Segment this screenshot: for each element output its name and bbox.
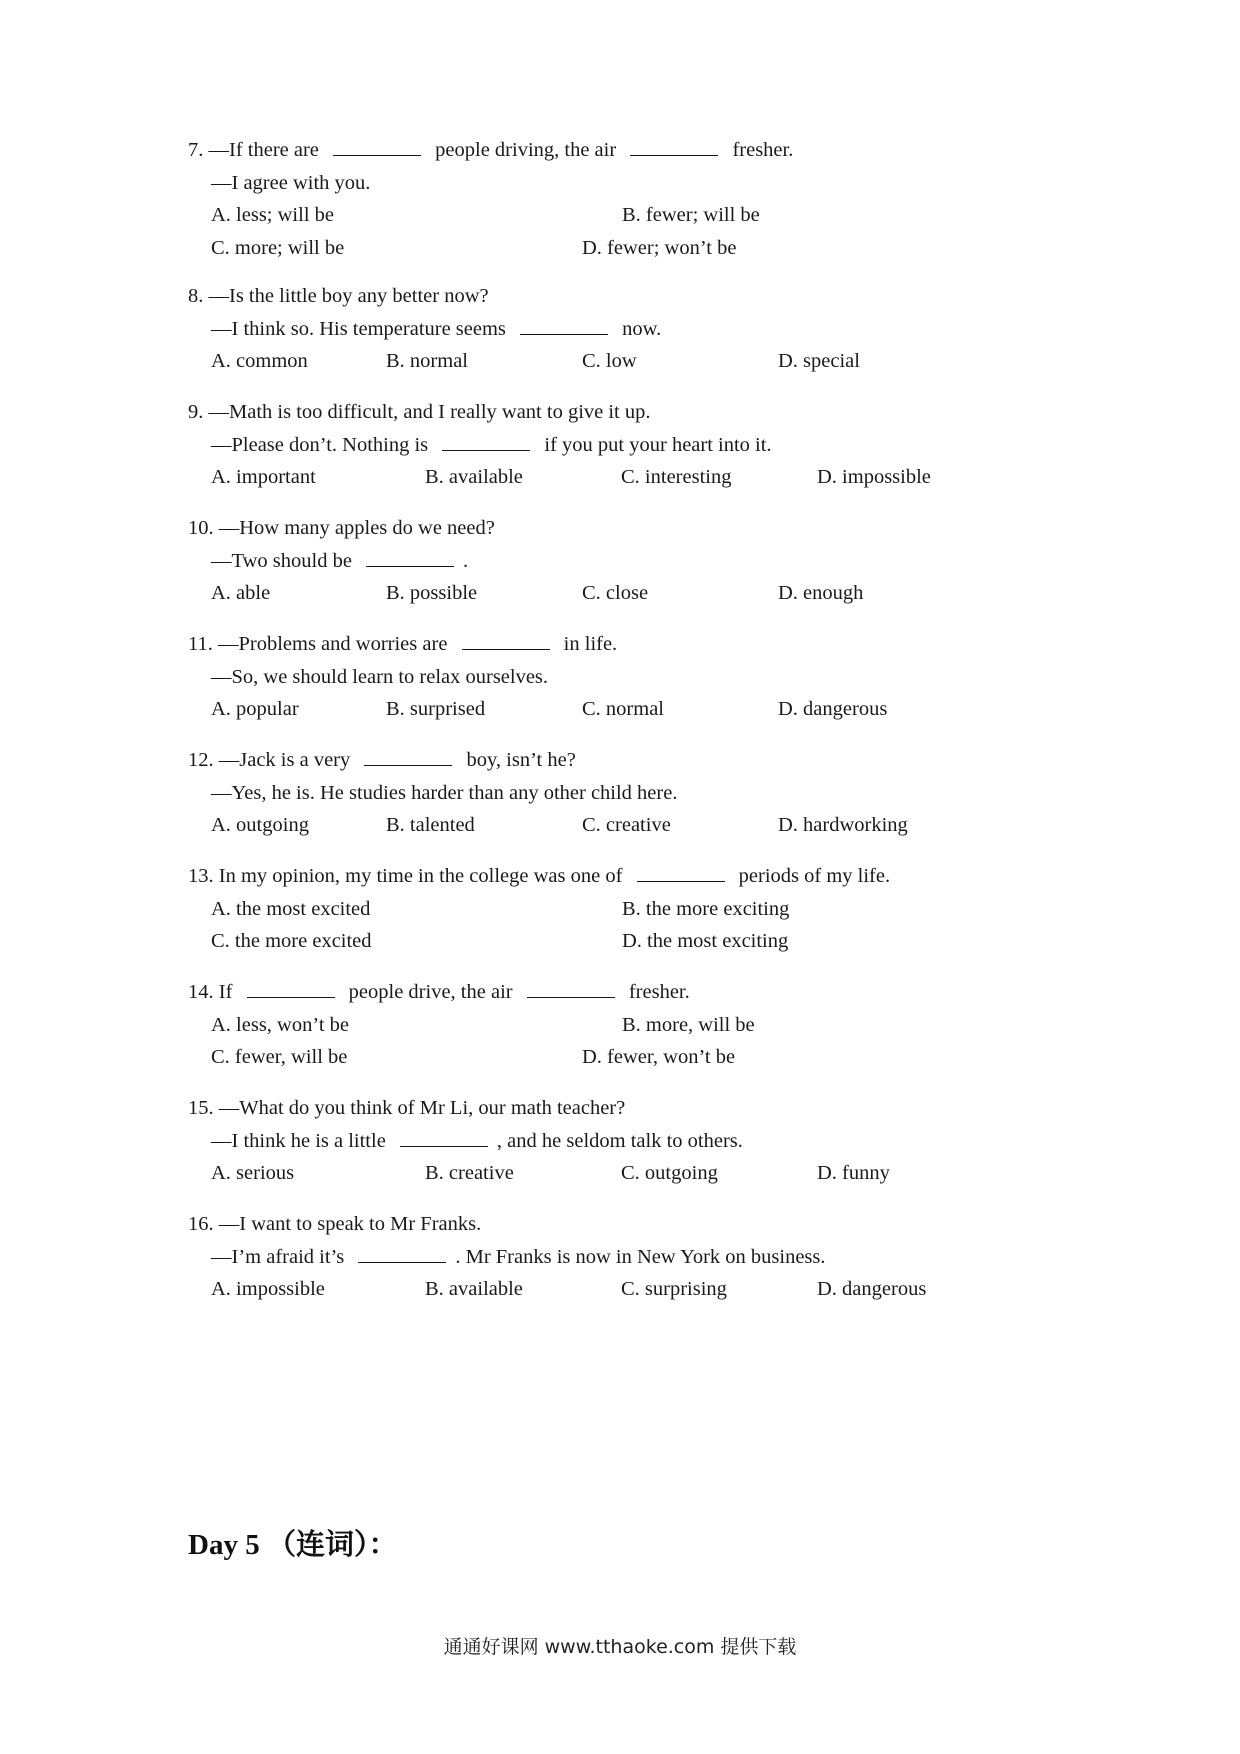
question-reply-text: .: [463, 549, 469, 572]
question-9: [188, 396, 1088, 494]
options-row: [188, 925, 1088, 958]
question-reply-line: [188, 1125, 1088, 1158]
question-stem-text: 9. —Math is too difficult, and I really want to give it up.: [188, 401, 651, 423]
question-13: [188, 860, 1088, 958]
question-reply-text: if you put your heart into it.: [539, 433, 772, 456]
question-stem-line: [188, 860, 1088, 893]
question-10: [188, 512, 1088, 610]
question-stem-text: people drive, the air: [343, 981, 518, 1003]
options-row: [188, 461, 1088, 494]
options-row: [188, 1273, 1088, 1306]
answer-blank[interactable]: [400, 1126, 488, 1147]
options-row: [188, 1041, 1088, 1074]
options-row: [188, 199, 1088, 232]
option-c[interactable]: C. normal: [582, 698, 664, 720]
answer-blank[interactable]: [520, 314, 608, 335]
answer-blank[interactable]: [630, 135, 718, 156]
answer-blank[interactable]: [637, 861, 725, 882]
option-a[interactable]: A. able: [211, 582, 271, 604]
question-reply-text: . Mr Franks is now in New York on business.: [455, 1245, 826, 1268]
option-b[interactable]: B. the more exciting: [622, 897, 790, 920]
option-b[interactable]: B. creative: [425, 1162, 514, 1184]
option-a[interactable]: A. popular: [211, 698, 299, 720]
option-c[interactable]: C. creative: [582, 814, 671, 836]
question-stem-line: [188, 134, 1088, 167]
question-reply-line: [188, 313, 1088, 346]
question-7: [188, 134, 1088, 264]
question-stem-text: 12. —Jack is a very: [188, 749, 356, 771]
question-reply-line: [188, 545, 1088, 578]
question-stem-line: [188, 976, 1088, 1009]
option-a[interactable]: A. less; will be: [211, 204, 334, 226]
option-c[interactable]: C. outgoing: [621, 1162, 718, 1184]
answer-blank[interactable]: [358, 1242, 446, 1263]
answer-blank[interactable]: [366, 546, 454, 567]
option-d[interactable]: D. fewer, won’t be: [582, 1046, 736, 1068]
question-reply-line: [188, 429, 1088, 462]
option-d[interactable]: D. dangerous: [817, 1278, 927, 1300]
option-c[interactable]: C. interesting: [621, 466, 732, 488]
question-reply-line: [188, 167, 1088, 200]
question-8: [188, 280, 1088, 378]
option-a[interactable]: A. serious: [211, 1162, 295, 1184]
question-reply-text: —I’m afraid it’s: [211, 1245, 350, 1268]
question-reply-text: —I think so. His temperature seems: [211, 317, 512, 340]
question-stem-text: in life.: [558, 633, 618, 655]
question-stem-text: 16. —I want to speak to Mr Franks.: [188, 1213, 482, 1235]
question-12: [188, 744, 1088, 842]
option-a[interactable]: A. the most excited: [211, 897, 371, 920]
question-reply-text: , and he seldom talk to others.: [496, 1129, 743, 1152]
question-reply-line: [188, 777, 1088, 810]
question-stem-text: 8. —Is the little boy any better now?: [188, 285, 489, 307]
question-15: [188, 1092, 1088, 1190]
question-stem-text: 14. If: [188, 981, 238, 1003]
question-reply-text: now.: [617, 317, 662, 340]
answer-blank[interactable]: [527, 977, 615, 998]
question-reply-text: —I agree with you.: [211, 171, 371, 194]
question-stem-line: [188, 512, 1088, 545]
question-stem-line: [188, 1092, 1088, 1125]
option-b[interactable]: B. more, will be: [622, 1013, 755, 1036]
option-a[interactable]: A. important: [211, 466, 316, 488]
question-reply-text: —Please don’t. Nothing is: [211, 433, 434, 456]
question-stem-text: people driving, the air: [430, 139, 622, 161]
answer-blank[interactable]: [333, 135, 421, 156]
question-stem-line: [188, 280, 1088, 313]
question-stem-text: 15. —What do you think of Mr Li, our math teacher?: [188, 1097, 626, 1119]
question-stem-text: 11. —Problems and worries are: [188, 633, 453, 655]
question-stem-line: [188, 1208, 1088, 1241]
option-b[interactable]: B. possible: [386, 582, 478, 604]
question-reply-text: —I think he is a little: [211, 1129, 391, 1152]
option-a[interactable]: A. outgoing: [211, 814, 309, 836]
answer-blank[interactable]: [364, 745, 452, 766]
section-heading: Day 5 （连词）：: [188, 1529, 398, 1561]
option-b[interactable]: B. surprised: [386, 698, 486, 720]
question-stem-text: 10. —How many apples do we need?: [188, 517, 495, 539]
option-c[interactable]: C. low: [582, 350, 637, 372]
answer-blank[interactable]: [442, 430, 530, 451]
answer-blank[interactable]: [247, 977, 335, 998]
question-11: [188, 628, 1088, 726]
question-stem-text: fresher.: [727, 139, 794, 161]
option-b[interactable]: B. normal: [386, 350, 468, 372]
option-b[interactable]: B. available: [425, 466, 523, 488]
option-a[interactable]: A. impossible: [211, 1278, 325, 1300]
answer-blank[interactable]: [462, 629, 550, 650]
option-c[interactable]: C. close: [582, 582, 649, 604]
options-row: [188, 893, 1088, 926]
option-d[interactable]: D. dangerous: [778, 698, 888, 720]
page-footer: 通通好课网 www.tthaoke.com 提供下载: [443, 1636, 797, 1658]
question-stem-text: periods of my life.: [733, 865, 891, 887]
option-d[interactable]: D. enough: [778, 582, 864, 604]
option-d[interactable]: D. hardworking: [778, 814, 908, 836]
option-d[interactable]: D. special: [778, 350, 860, 372]
question-reply-line: [188, 661, 1088, 694]
question-reply-line: [188, 1241, 1088, 1274]
question-stem-line: [188, 744, 1088, 777]
options-row: [188, 345, 1088, 378]
option-b[interactable]: B. fewer; will be: [622, 204, 760, 226]
option-c[interactable]: C. surprising: [621, 1278, 727, 1300]
question-14: [188, 976, 1088, 1074]
option-c[interactable]: C. more; will be: [211, 236, 345, 259]
question-stem-text: boy, isn’t he?: [461, 749, 576, 771]
option-b[interactable]: B. available: [425, 1278, 523, 1300]
question-reply-text: —Two should be: [211, 549, 358, 572]
option-d[interactable]: D. impossible: [817, 466, 931, 488]
option-c[interactable]: C. the more excited: [211, 930, 372, 952]
options-row: [188, 1157, 1088, 1190]
question-stem-line: [188, 628, 1088, 661]
question-stem-text: 7. —If there are: [188, 139, 325, 161]
question-stem-text: fresher.: [623, 981, 690, 1003]
question-reply-text: —Yes, he is. He studies harder than any other child here.: [211, 781, 678, 804]
option-d[interactable]: D. fewer; won’t be: [582, 236, 737, 259]
option-a[interactable]: A. less, won’t be: [211, 1013, 349, 1036]
option-a[interactable]: A. common: [211, 350, 308, 372]
option-d[interactable]: D. funny: [817, 1162, 890, 1184]
question-stem-line: [188, 396, 1088, 429]
options-row: [188, 809, 1088, 842]
question-reply-text: —So, we should learn to relax ourselves.: [211, 665, 549, 688]
question-stem-text: 13. In my opinion, my time in the college was one of: [188, 865, 628, 887]
options-row: [188, 693, 1088, 726]
options-row: [188, 232, 1088, 265]
options-row: [188, 1009, 1088, 1042]
option-c[interactable]: C. fewer, will be: [211, 1046, 348, 1068]
option-d[interactable]: D. the most exciting: [622, 930, 789, 952]
option-b[interactable]: B. talented: [386, 814, 475, 836]
question-16: [188, 1208, 1088, 1306]
options-row: [188, 577, 1088, 610]
